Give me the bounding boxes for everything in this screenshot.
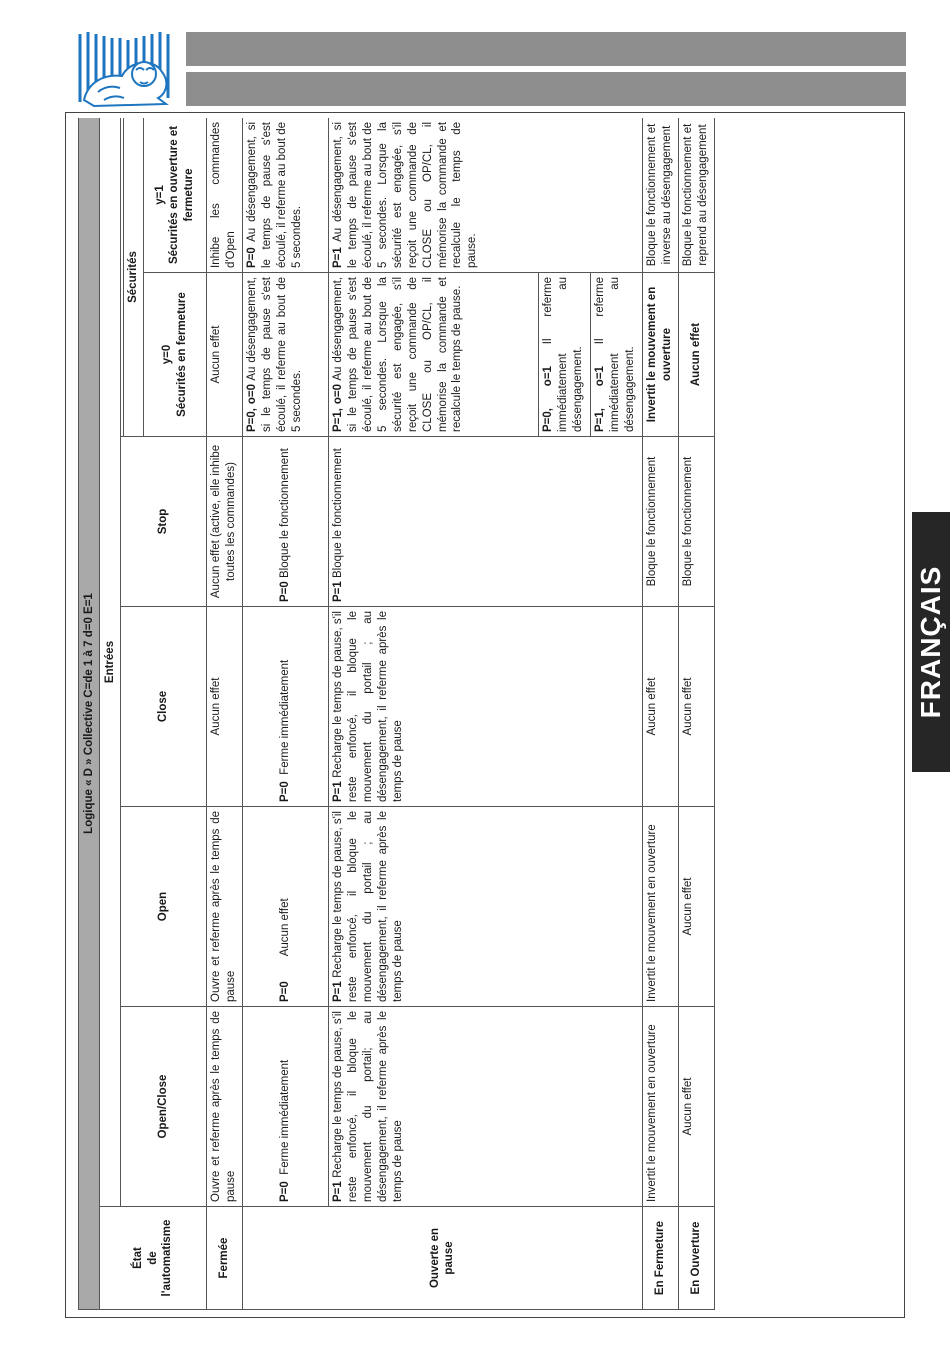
p1-label: P=1 (331, 981, 344, 1002)
cell-p0-close (242, 607, 328, 807)
p0-text: Ferme immédiatement (278, 1059, 291, 1175)
col-y0-line-2: Sécurités en fermeture (175, 292, 188, 417)
p1-label: P=1 (331, 247, 344, 268)
cell-p1-open-close (328, 1007, 642, 1207)
cell-p1-close (328, 607, 642, 807)
col-y0-header (143, 273, 206, 437)
logic-table (78, 118, 715, 1310)
p0-label: P=0, o=0 (245, 383, 258, 432)
table-row (206, 118, 242, 1310)
p0-o1-text: Il referme immédiatement au désengagement. (541, 277, 584, 432)
p0-label: P=0 (278, 581, 291, 602)
p0-label: P=0 (245, 247, 258, 268)
col-y1-line-1: y=1 (153, 185, 166, 205)
p0-text: Au désengagement, si le temps de pause s'est écoulé, il referme au bout de 5 secondes. (245, 121, 303, 268)
p1-o0-label: P=1, o=0 (331, 383, 344, 432)
state-header-line-3: l'automatisme (161, 1219, 174, 1297)
cell-p0-o1-y0 (538, 273, 590, 437)
cell-fermee-open: Ouvre et referme après le temps de pause (206, 807, 242, 1007)
rotated-table (78, 118, 720, 1310)
cell-p1-y1 (328, 118, 642, 273)
table-row (242, 118, 328, 1310)
p0-label: P=0 (278, 1181, 291, 1202)
rotated-table-wrapper (78, 118, 720, 1310)
cell-p0-y1 (242, 118, 328, 273)
col-y1-line-2: Sécurités en ouverture et fermeture (168, 125, 196, 265)
p0-label: P=0 (278, 781, 291, 802)
cell-p0-stop (242, 437, 328, 607)
table-title-row (79, 118, 100, 1310)
cell-p0-y0 (242, 273, 328, 437)
language-tab-label: FRANÇAIS (915, 565, 946, 719)
p1-o1-text: Il referme immédiatement au désengagement. (593, 277, 636, 432)
state-en-fermeture: En Fermeture (642, 1207, 678, 1310)
table-title: Logique « D » Collective C=de 1 à 7 d=0 E=1 (79, 118, 100, 1310)
entrees-row (100, 118, 121, 1310)
cell-en-ouverture-close: Aucun effet (678, 607, 714, 807)
state-header (100, 1207, 207, 1310)
cell-en-ouverture-y0: Aucun effet (678, 273, 714, 437)
p1-text: Recharge le temps de pause, s'il reste enfoncé, il bloque le mouvement du portail ; au désengagement, il referme après le temps de pause (331, 611, 404, 802)
cell-en-fermeture-stop: Bloque le fonctionnement (642, 437, 678, 607)
p0-label: P=0 (278, 981, 291, 1002)
col-close-header: Close (121, 607, 207, 807)
cell-fermee-open-close: Ouvre et referme après le temps de pause (206, 1007, 242, 1207)
p0-text: Bloque le fonctionnement (278, 448, 291, 578)
cell-p0-open (242, 807, 328, 1007)
col-y0-line-1: y=0 (161, 344, 173, 365)
p0-text: Au désengagement, si le temps de pause s'est écoulé, il referme au bout de 5 secondes. (245, 276, 303, 432)
cell-p1-stop (328, 437, 642, 607)
cell-fermee-y1: Inhibe les commandes d'Open (206, 118, 242, 273)
p1-o1-label: P=1, o=1 (593, 366, 606, 432)
p1-label: P=1 (331, 581, 344, 602)
lion-logo-icon (74, 30, 178, 108)
col-open-header: Open (121, 807, 207, 1007)
state-header-line-2: de (146, 1251, 159, 1265)
table-row (328, 118, 538, 1310)
language-tab (912, 512, 950, 772)
cell-en-fermeture-y0: Invertit le mouvement en ouverture (642, 273, 678, 437)
state-ouverte-en-pause: Ouverte en pause (242, 1207, 642, 1310)
p0-text: Ferme immédiatement (278, 659, 291, 775)
col-securites-header: Sécurités (124, 118, 144, 437)
cell-en-fermeture-close: Aucun effet (642, 607, 678, 807)
cell-p1-open (328, 807, 642, 1007)
col-open-close-header: Open/Close (121, 1007, 207, 1207)
p0-text: Aucun effet (278, 898, 291, 957)
p1-text: Bloque le fonctionnement (331, 448, 344, 578)
state-fermee: Fermée (206, 1207, 242, 1310)
table-row (678, 118, 714, 1310)
p1-text: Au désengagement, si le temps de pause s'est écoulé, il referme au bout de 5 secondes. Lorsque la sécurité est engagée, s'il reçoit une commande de CLOSE ou OP/CL, il mémorise la commande et recalcule le temps de pause. (331, 121, 479, 268)
header-bar-bottom (186, 72, 906, 106)
cell-fermee-close: Aucun effet (206, 607, 242, 807)
p0-o1-label: P=0, o=1 (541, 366, 554, 432)
cell-fermee-y0: Aucun effet (206, 273, 242, 437)
cell-en-ouverture-open-close: Aucun effet (678, 1007, 714, 1207)
cell-p1-o0-y0 (328, 273, 538, 437)
table-row (642, 118, 678, 1310)
entrees-header: Entrées (100, 118, 121, 1207)
header-bar-top (186, 32, 906, 66)
col-stop-header: Stop (121, 437, 207, 607)
cell-en-ouverture-stop: Bloque le fonctionnement (678, 437, 714, 607)
cell-fermee-stop: Aucun effet (active, elle inhibe toutes les commandes) (206, 437, 242, 607)
p1-o0-text: Au désengagement, si le temps de pause s'est écoulé, il referme au bout de 5 secondes. Lorsque la sécurité est engagée, s'il reçoit une commande de CLOSE ou OP/CL, il mémorise la commande et recalcule le temps de pause. (331, 276, 464, 432)
p1-text: Recharge le temps de pause, s'il reste enfoncé, il bloque le mouvement du portail; au désengagement, il referme après le temps de pause (331, 1011, 404, 1202)
cell-p0-open-close (242, 1007, 328, 1207)
cell-en-ouverture-open: Aucun effet (678, 807, 714, 1007)
state-header-line-1: État (131, 1247, 144, 1269)
p1-label: P=1 (331, 781, 344, 802)
p1-text: Recharge le temps de pause, s'il reste enfoncé, il bloque le mouvement du portail ; au désengagement, il referme après le temps de pause (331, 811, 404, 1002)
cell-p1-o1-y0 (590, 273, 642, 437)
state-en-ouverture: En Ouverture (678, 1207, 714, 1310)
cell-en-fermeture-open: Invertit le mouvement en ouverture (642, 807, 678, 1007)
cell-en-ouverture-y1: Bloque le fonctionnement et reprend au désengagement (678, 118, 714, 273)
cell-en-fermeture-y1: Bloque le fonctionnement et inverse au désengagement (642, 118, 678, 273)
cell-en-fermeture-open-close: Invertit le mouvement en ouverture (642, 1007, 678, 1207)
col-y1-header (143, 118, 206, 273)
p1-label: P=1 (331, 1181, 344, 1202)
